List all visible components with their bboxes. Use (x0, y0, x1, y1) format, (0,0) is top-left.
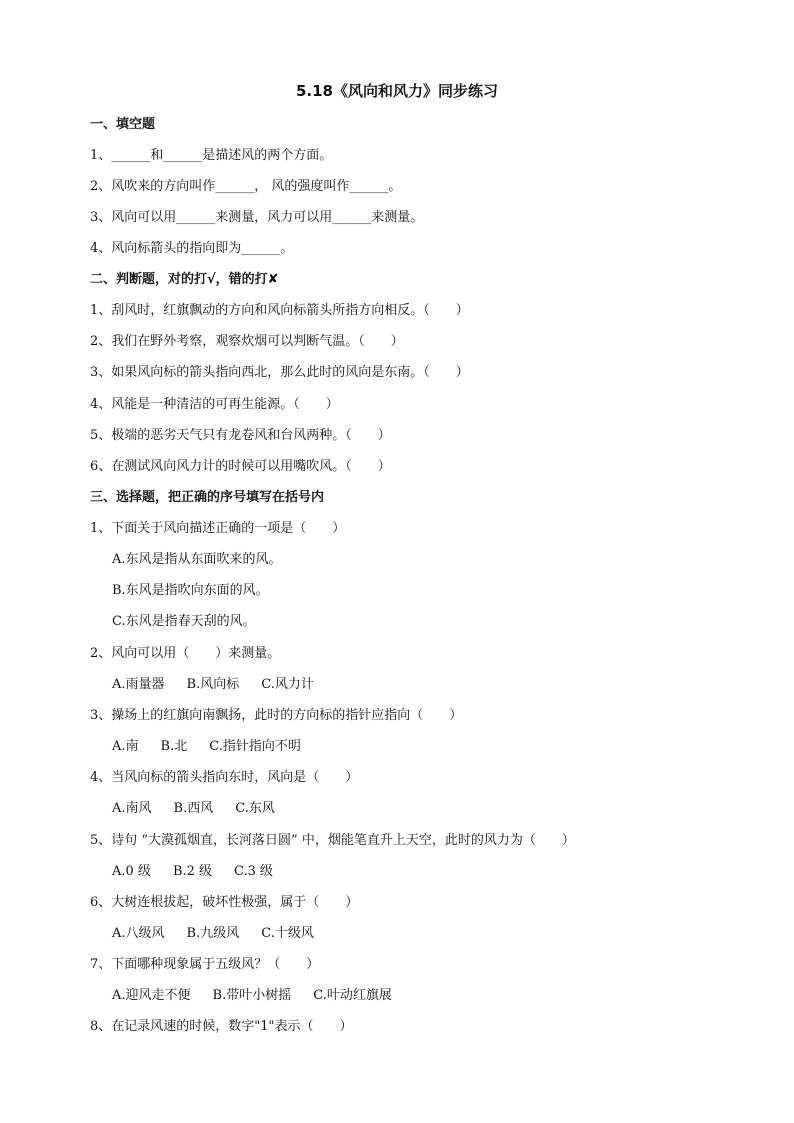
answer-options-row (112, 987, 392, 1005)
answer-option: B.风向标 (186, 677, 240, 692)
section-heading-true-false: 二、判断题，对的打√，错的打✘ (90, 272, 279, 287)
answer-option: C.指针指向不明 (209, 739, 301, 754)
answer-option: C.3 级 (234, 864, 274, 879)
answer-option: A.迎风走不便 (112, 988, 191, 1003)
question-stem: 1、下面关于风向描述正确的一项是（ ） (90, 521, 346, 536)
answer-options-row (112, 863, 273, 881)
question-text: 2、我们在野外考察，观察炊烟可以判断气温。（ ） (90, 334, 404, 349)
question-text: 3、如果风向标的箭头指向西北，那么此时的风向是东南。（ ） (90, 365, 469, 380)
section-heading-fill-blank: 一、填空题 (90, 117, 156, 132)
answer-option: B.北 (160, 739, 188, 754)
answer-option: C.叶动红旗展 (313, 988, 392, 1003)
question-stem: 6、大树连根拔起，破坏性极强，属于（ ） (90, 895, 359, 910)
answer-option: A.八级风 (112, 926, 165, 941)
section-heading-multiple-choice: 三、选择题，把正确的序号填写在括号内 (90, 490, 325, 505)
answer-options-row (112, 925, 314, 943)
question-text: 1、______和______是描述风的两个方面。 (90, 148, 333, 163)
question-text: 3、风向可以用______来测量，风力可以用______来测量。 (90, 210, 424, 225)
question-stem: 8、在记录风速的时候，数字"1"表示（ ） (90, 1019, 353, 1034)
answer-option: C.东风 (235, 801, 275, 816)
answer-option: A.南 (112, 739, 139, 754)
answer-option: B.带叶小树摇 (212, 988, 292, 1003)
question-text: 1、刮风时，红旗飘动的方向和风向标箭头所指方向相反。（ ） (90, 303, 469, 318)
answer-options-row (112, 676, 314, 694)
question-text: 6、在测试风向风力计的时候可以用嘴吹风。（ ） (90, 459, 391, 474)
answer-option: B.2 级 (172, 864, 213, 879)
answer-option: B.东风是指吹向东面的风。 (112, 583, 269, 598)
answer-options-row (112, 800, 275, 818)
answer-option: C.风力计 (261, 677, 314, 692)
answer-option: A.雨量器 (112, 677, 165, 692)
answer-option: B.九级风 (186, 926, 240, 941)
question-text: 5、极端的恶劣天气只有龙卷风和台风两种。（ ） (90, 428, 391, 443)
question-stem: 2、风向可以用（ ）来测量。 (90, 646, 281, 661)
answer-options-row (112, 738, 301, 756)
question-stem: 5、诗句 “大漠孤烟直，长河落日圆” 中，烟能笔直升上天空，此时的风力为（ ） (90, 833, 575, 848)
answer-option: A.东风是指从东面吹来的风。 (112, 552, 282, 567)
answer-option: C.十级风 (261, 926, 314, 941)
answer-option: C.东风是指春天刮的风。 (112, 614, 256, 629)
question-text: 2、风吹来的方向叫作______， 风的强度叫作______。 (90, 179, 402, 194)
answer-option: A.南风 (112, 801, 152, 816)
answer-option: A.0 级 (112, 864, 151, 879)
question-stem: 7、下面哪种现象属于五级风？（ ） (90, 957, 320, 972)
page-title: 5.18《风向和风力》同步练习 (295, 82, 498, 100)
question-stem: 4、当风向标的箭头指向东时，风向是（ ） (90, 770, 359, 785)
question-text: 4、风能是一种清洁的可再生能源。（ ） (90, 397, 339, 412)
question-stem: 3、操场上的红旗向南飘扬，此时的方向标的指针应指向（ ） (90, 708, 463, 723)
question-text: 4、风向标箭头的指向即为______。 (90, 241, 294, 256)
answer-option: B.西风 (173, 801, 214, 816)
